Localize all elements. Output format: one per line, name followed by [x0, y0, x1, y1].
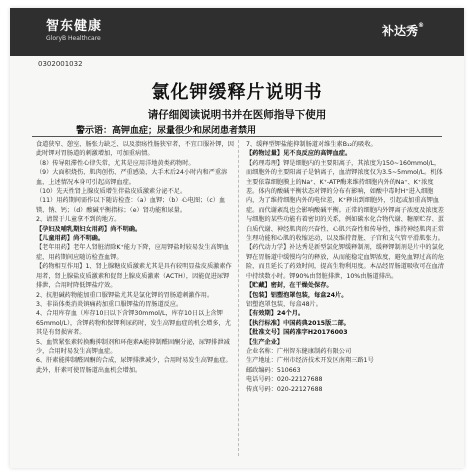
paragraph: 7、缓释型钾盐能抑制肠道对维生素B₁₂的吸收。	[246, 141, 377, 148]
paragraph: 【药理毒理】钾是细胞内的主要阳离子，其浓度为150~160mmol/L，而细胞外的主要阳离子是钠离子，血清钾浓度仅为3.5~5mmol/L。机体主要依靠细胞膜上的Na⁺、K⁺-ATP酶来维持细胞内外的Na⁺、K⁺浓度差。体内的酸碱平衡状态对钾的分布有影响，如酸中毒时H⁺进入细胞内，为了维持细胞内外的电位差，K⁺释出到细胞外，引起或加重高钾血症。而代谢紊乱也会影响酸碱平衡。正常的细胞内外钾离子浓度及浓度差与细胞的某些功能有着密切的关系，例如碳水化合物代谢、糖原贮存、蛋白质代谢、神经肌肉的兴奋性、心肌兴奋性和传导性，维持神经肌肉正常生理功能和心肌的收缩运动，以及维持肾脏、子宫和支气管平滑肌张力。	[246, 159, 444, 243]
paragraph: 食道狭窄、憩室、肠张力缺乏、以及溃疡性肠狭窄者，不宜口服补钾，因此时钾对胃肠道的刺激增加，可加重病情。	[36, 141, 234, 158]
brand-name-cn: 智东健康	[46, 19, 103, 34]
paragraph: 【老年用药】老年人肾脏清除K⁺能力下降，应用钾盐时较易发生高钾血症，用药期间应随访检查血钾。	[36, 244, 229, 261]
paragraph: （10）先天性肾上腺皮质增生伴盐皮质激素分泌不足。	[36, 188, 187, 196]
brand-name-en: GloryB Healthcare	[46, 35, 101, 42]
section-heading: 【执行标准】中国药典2015版二部。	[246, 319, 350, 327]
section-heading: 【贮藏】密封，在干燥处保存。	[246, 282, 333, 290]
document-title: 氯化钾缓释片说明书	[151, 82, 323, 103]
section-heading: 【药物过量】见不良反应的高钾血症。	[246, 150, 352, 158]
section-heading: 【孕妇及哺乳期妇女用药】尚不明确。	[36, 225, 142, 233]
paragraph: 传真号码：020-22127688	[246, 385, 323, 393]
paragraph: （9）大面积烧伤、肌肉创伤、严重感染、大手术后24小时内和严重溶血，上述情况本身可引起高钾血症。	[36, 169, 228, 186]
section-heading: 【生产企业】	[246, 338, 284, 346]
warning-text: 高钾血症；尿量很少和尿闭患者禁用	[112, 126, 257, 136]
warning-label: 警示语：	[76, 126, 113, 136]
paragraph: 2、抗胆碱药物能加重口服钾盐尤其是氯化钾的胃肠道刺激作用。	[36, 291, 214, 299]
paragraph: （11）用药期间需作以下随访检查：（a）血钾；（b）心电图；（c）血镁、钠、钙；（d）酸碱平衡指标；（e）肾功能和尿量。	[36, 197, 226, 214]
product-brand	[382, 22, 424, 39]
section-heading: 【批准文号】国药准字H20176003	[246, 329, 348, 337]
brand-logo	[46, 15, 102, 42]
paragraph: 2、请置于儿童拿不到的地方。	[36, 216, 121, 224]
product-brand-name: 补达秀	[381, 24, 418, 38]
document-subtitle: 请仔细阅读说明书并在医师指导下使用	[147, 109, 327, 121]
paragraph: 5、血管紧张素转换酶抑制剂和环孢素A能抑制醛固酮分泌，尿钾排泄减少，合用时易发生高钾血症。	[36, 338, 230, 355]
paragraph: 【药物相互作用】1、肾上腺糖皮质激素尤其是具有较明显盐皮质激素作用者，肾上腺盐皮质激素和促肾上腺皮质激素（ACTH），因能促进尿钾排泄，合用时降低钾盐疗效。	[36, 263, 232, 290]
paragraph: 邮政编码：510663	[246, 366, 301, 374]
column-separator	[238, 140, 239, 456]
brand-header-bar	[10, 8, 464, 56]
paragraph: （8）传导阻滞性心律失常，尤其是应用洋地黄类药物时。	[36, 159, 195, 167]
paragraph: 4、合用库存血（库存10日以下含钾30mmol/L，库存10日以上含钾65mmol/L），含钾药物和保钾利尿药时，发生高钾血症的机会增多，尤其是有肾损害者。	[36, 310, 231, 337]
document-number: 0302001032	[38, 60, 83, 68]
left-text-column	[36, 140, 234, 375]
header-divider	[32, 136, 442, 137]
section-heading: 【有效期】24个月。	[246, 310, 305, 318]
paragraph: 3、非甾体类消炎镇痛药加重口服钾盐的胃肠道反应。	[36, 300, 183, 308]
paragraph: 铝塑泡罩包装，每盒48片。	[246, 300, 322, 308]
paragraph: 6、肝素能抑制醛固酮的合成，尿钾排泄减少，合用时易发生高钾血症。此外，肝素可使胃肠道出血机会增加。	[36, 357, 232, 374]
paragraph: 生产地址：广州市经济技术开发区南翔三路1号	[246, 357, 374, 365]
registered-mark: ®	[418, 22, 424, 29]
package-insert-sheet	[10, 8, 464, 468]
paragraph: 企业名称：广州智东健康制药有限公司	[246, 347, 352, 355]
right-text-column	[246, 140, 444, 394]
paragraph: 电话号码：020-22127688	[246, 376, 323, 384]
section-heading: 【儿童用药】尚不明确。	[36, 235, 105, 243]
paragraph: 【药代动力学】补达秀是新型氯化钾缓释制剂，缓释钾制剂是片中的氯化钾在胃肠道中缓慢均匀的释放，从而能稳定血钾浓度，避免血钾过高的危险，而且延长了药效时间，提高生物利用度。本品经胃肠道吸收可在血清中持续数小时。钾90%由肾脏排泄，10%由肠道排出。	[246, 244, 444, 280]
section-heading: 【包装】铝塑泡罩包装，每盒24片。	[246, 291, 348, 299]
warning-line	[76, 123, 256, 136]
